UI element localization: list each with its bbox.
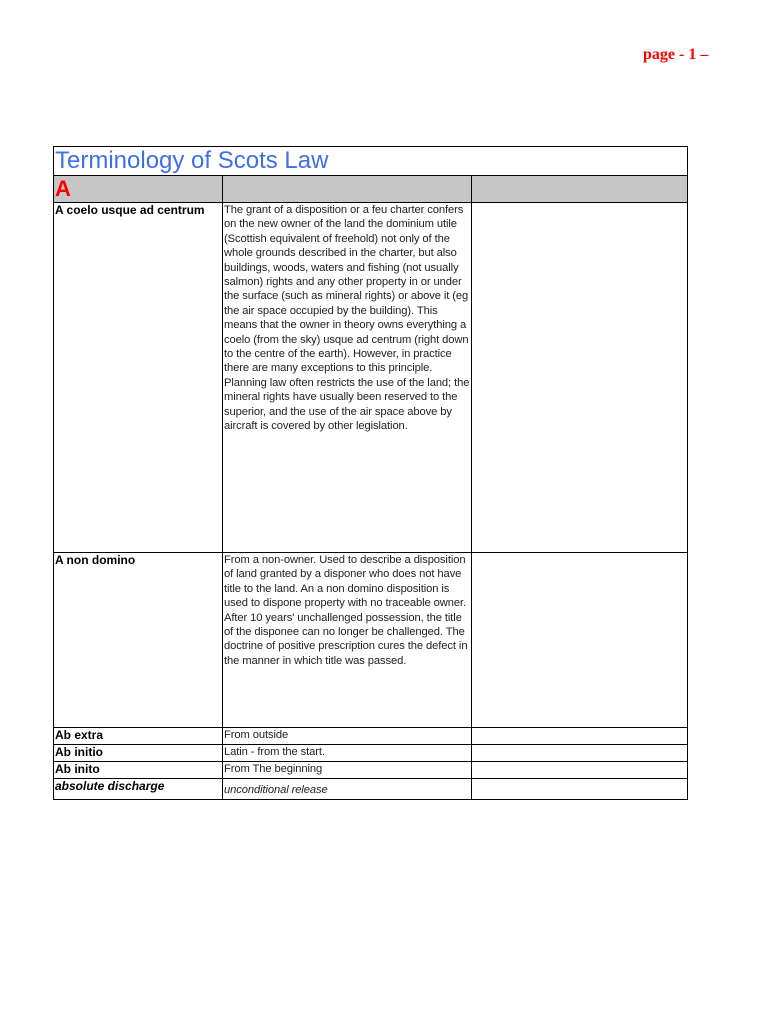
term-cell: Ab initio	[54, 745, 223, 762]
table-row	[54, 203, 688, 553]
definition-cell: From The beginning	[223, 762, 472, 779]
title-row	[54, 147, 688, 176]
table-row	[54, 762, 688, 779]
table-row	[54, 728, 688, 745]
table-title: Terminology of Scots Law	[54, 147, 688, 176]
definition-cell: From a non-owner. Used to describe a disposition of land granted by a disponer who does not have title to the land. An a non domino disposition is used to dispone property with no traceable owner. After 10 years' unchallenged possession, the title of the disponee can no longer be challenged. The doctrine of positive prescription cures the defect in the manner in which title was passed.	[223, 553, 472, 728]
note-cell	[472, 745, 688, 762]
section-header-empty-cell	[223, 176, 472, 203]
table-row	[54, 553, 688, 728]
note-cell	[472, 779, 688, 800]
table-row	[54, 779, 688, 800]
page-number: page - 1 –	[643, 46, 709, 63]
section-header-row	[54, 176, 688, 203]
term-cell: Ab inito	[54, 762, 223, 779]
term-cell: absolute discharge	[54, 779, 223, 800]
definition-cell: From outside	[223, 728, 472, 745]
table-row	[54, 745, 688, 762]
term-cell: Ab extra	[54, 728, 223, 745]
note-cell	[472, 762, 688, 779]
term-cell: A coelo usque ad centrum	[54, 203, 223, 553]
note-cell	[472, 728, 688, 745]
note-cell	[472, 553, 688, 728]
definition-cell: Latin - from the start.	[223, 745, 472, 762]
section-letter: A	[54, 176, 223, 203]
section-header-empty-cell	[472, 176, 688, 203]
term-cell: A non domino	[54, 553, 223, 728]
terminology-table	[53, 146, 688, 800]
note-cell	[472, 203, 688, 553]
definition-cell: unconditional release	[223, 779, 472, 800]
definition-cell: The grant of a disposition or a feu charter confers on the new owner of the land the dominium utile (Scottish equivalent of freehold) not only of the whole grounds described in the charter, but also buildings, woods, waters and fishing (not usually salmon) rights and any other property in or under the surface (such as mineral rights) or above it (eg the air space occupied by the building). This means that the owner in theory owns everything a coelo (from the sky) usque ad centrum (right down to the centre of the earth). However, in practice there are many exceptions to this principle. Planning law often restricts the use of the land; the mineral rights have usually been reserved to the superior, and the use of the air space above by aircraft is covered by other legislation.	[223, 203, 472, 553]
